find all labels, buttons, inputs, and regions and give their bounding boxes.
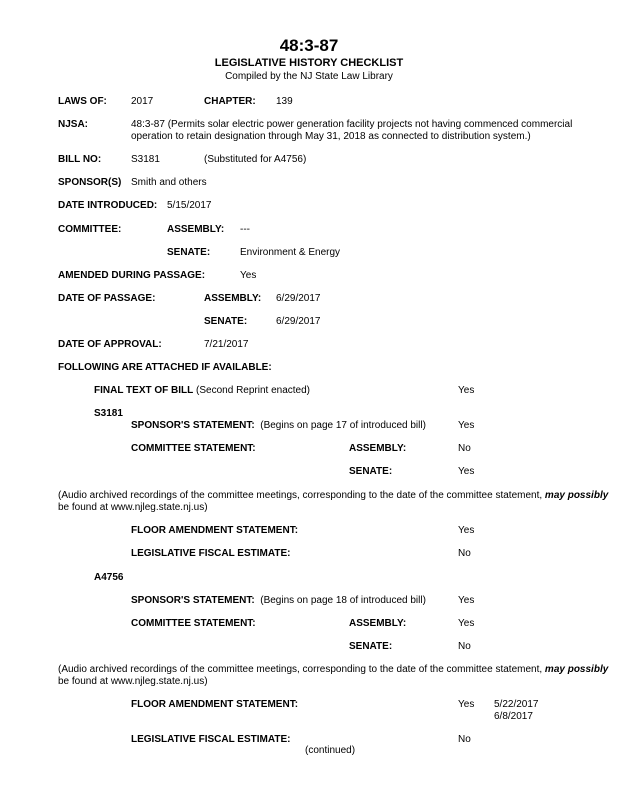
final-text-row	[94, 385, 310, 397]
laws-of-value: 2017	[131, 96, 154, 107]
a4756-audio-note-line-1	[58, 664, 608, 676]
a4756-committee-assembly-label: ASSEMBLY:	[349, 618, 407, 629]
s3181-fiscal-value: No	[458, 548, 471, 559]
a4756-fiscal-value: No	[458, 734, 471, 745]
s3181-audio-text: (Audio archived recordings of the committee meetings, corresponding to the date of the committee statement,	[58, 490, 545, 501]
a4756-audio-text: (Audio archived recordings of the committee meetings, corresponding to the date of the committee statement,	[58, 664, 545, 675]
committee-senate-value: Environment & Energy	[240, 247, 341, 258]
s3181-sponsor-value: Yes	[458, 420, 475, 431]
s3181-committee-senate-value: Yes	[458, 466, 475, 477]
date-introduced-value: 5/15/2017	[167, 200, 212, 211]
committee-label: COMMITTEE:	[58, 224, 122, 235]
s3181-sponsor-label: SPONSOR'S STATEMENT:	[131, 420, 255, 431]
page-subtitle: LEGISLATIVE HISTORY CHECKLIST	[214, 57, 404, 69]
a4756-sponsor-note: (Begins on page 18 of introduced bill)	[260, 595, 426, 606]
a4756-committee-senate-label: SENATE:	[349, 641, 393, 652]
a4756-audio-note-line-2: be found at www.njleg.state.nj.us)	[58, 676, 208, 687]
continued-note: (continued)	[305, 745, 356, 756]
amended-label: AMENDED DURING PASSAGE:	[58, 270, 206, 281]
njsa-line-2: operation to retain designation through May 31, 2018 as connected to distribution system.)	[131, 131, 531, 142]
a4756-sponsor-label: SPONSOR'S STATEMENT:	[131, 595, 255, 606]
bill-no-label: BILL NO:	[58, 154, 102, 165]
final-text-label: FINAL TEXT OF BILL	[94, 385, 194, 396]
s3181-fiscal-label: LEGISLATIVE FISCAL ESTIMATE:	[131, 548, 291, 559]
s3181-committee-assembly-value: No	[458, 443, 471, 454]
s3181-committee-label: COMMITTEE STATEMENT:	[131, 443, 256, 454]
committee-assembly-label: ASSEMBLY:	[167, 224, 225, 235]
a4756-committee-senate-value: No	[458, 641, 471, 652]
a4756-heading: A4756	[94, 572, 124, 583]
s3181-sponsor-note: (Begins on page 17 of introduced bill)	[260, 420, 426, 431]
a4756-fiscal-label: LEGISLATIVE FISCAL ESTIMATE:	[131, 734, 291, 745]
passage-assembly-label: ASSEMBLY:	[204, 293, 262, 304]
a4756-floor-label: FLOOR AMENDMENT STATEMENT:	[131, 699, 299, 710]
a4756-floor-value: Yes	[458, 699, 475, 710]
chapter-value: 139	[276, 96, 293, 107]
chapter-label: CHAPTER:	[204, 96, 256, 107]
date-introduced-label: DATE INTRODUCED:	[58, 200, 158, 211]
s3181-sponsor-row	[131, 420, 426, 432]
s3181-committee-senate-label: SENATE:	[349, 466, 393, 477]
s3181-audio-note-line-1	[58, 490, 608, 502]
passage-senate-label: SENATE:	[204, 316, 248, 327]
s3181-heading: S3181	[94, 408, 123, 419]
s3181-audio-emphasis: may possibly	[544, 490, 609, 501]
njsa-label: NJSA:	[58, 119, 89, 130]
passage-assembly-value: 6/29/2017	[276, 293, 321, 304]
laws-of-label: LAWS OF:	[58, 96, 107, 107]
njsa-line-1: 48:3-87 (Permits solar electric power generation facility projects not having commenced commercial	[131, 119, 573, 130]
a4756-committee-assembly-value: Yes	[458, 618, 475, 629]
date-of-approval-label: DATE OF APPROVAL:	[58, 339, 162, 350]
date-of-passage-label: DATE OF PASSAGE:	[58, 293, 156, 304]
committee-assembly-value: ---	[240, 224, 250, 235]
a4756-audio-emphasis: may possibly	[544, 664, 609, 675]
amended-value: Yes	[240, 270, 257, 281]
sponsors-value: Smith and others	[131, 177, 207, 188]
page-title: 48:3-87	[279, 36, 339, 55]
a4756-floor-date-1: 5/22/2017	[494, 699, 539, 710]
s3181-floor-value: Yes	[458, 525, 475, 536]
a4756-sponsor-row	[131, 595, 426, 607]
committee-senate-label: SENATE:	[167, 247, 211, 258]
attached-heading: FOLLOWING ARE ATTACHED IF AVAILABLE:	[58, 362, 272, 373]
final-text-note: (Second Reprint enacted)	[196, 385, 311, 396]
a4756-sponsor-value: Yes	[458, 595, 475, 606]
passage-senate-value: 6/29/2017	[276, 316, 321, 327]
final-text-value: Yes	[458, 385, 475, 396]
date-of-approval-value: 7/21/2017	[204, 339, 249, 350]
compiled-by: Compiled by the NJ State Law Library	[225, 71, 393, 82]
s3181-audio-note-line-2: be found at www.njleg.state.nj.us)	[58, 502, 208, 513]
bill-no-value: S3181	[131, 154, 160, 165]
sponsors-label: SPONSOR(S)	[58, 177, 122, 188]
a4756-committee-label: COMMITTEE STATEMENT:	[131, 618, 256, 629]
a4756-floor-date-2: 6/8/2017	[494, 711, 533, 722]
bill-no-note: (Substituted for A4756)	[204, 154, 307, 165]
s3181-committee-assembly-label: ASSEMBLY:	[349, 443, 407, 454]
s3181-floor-label: FLOOR AMENDMENT STATEMENT:	[131, 525, 299, 536]
